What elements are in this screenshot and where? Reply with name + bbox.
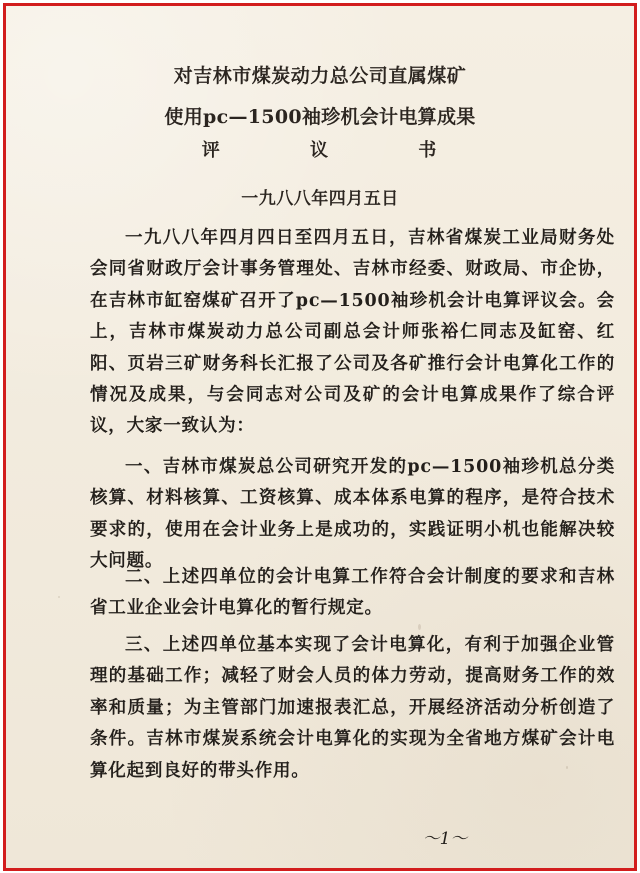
ink-speck xyxy=(58,596,60,598)
document-frame xyxy=(3,3,637,871)
body-paragraph-point-1: 一、吉林市煤炭总公司研究开发的pc—1500袖珍机总分类核算、材料核算、工资核算、成本体系电算的程序，是符合技术要求的，使用在会计业务上是成功的，实践证明小机也能解决较大问题。 xyxy=(90,457,615,572)
body-paragraph-point-3: 三、上述四单位基本实现了会计电算化，有利于加强企业管理的基础工作；减轻了财会人员的体力劳动，提高财务工作的效率和质量；为主管部门加速报表汇总，开展经济活动分析创造了条件。吉林市煤炭系统会计电算化的实现为全省地方煤矿会计电算化起到良好的带头作用。 xyxy=(90,635,615,781)
body-paragraph-intro: 一九八八年四月四日至四月五日，吉林省煤炭工业局财务处会同省财政厅会计事务管理处、吉林市经委、财政局、市企协，在吉林市缸窑煤矿召开了pc—1500袖珍机会计电算评议会。会上，吉林市煤炭动力总公司副总会计师张裕仁同志及缸窑、红阳、页岩三矿财务科长汇报了公司及各矿推行会计电算化工作的情况及成果，与会同志对公司及矿的会计电算成果作了综合评议，大家一致认为： xyxy=(90,228,615,437)
page-number: ～1～ xyxy=(422,829,468,849)
document-title-line-3: 评 议 书 xyxy=(201,140,479,161)
document-date: 一九八八年四月五日 xyxy=(241,189,399,209)
paper-sheet xyxy=(6,6,634,868)
body-paragraph-point-2: 二、上述四单位的会计电算工作符合会计制度的要求和吉林省工业企业会计电算化的暂行规定。 xyxy=(90,567,615,619)
document-title-line-1: 对吉林市煤炭动力总公司直属煤矿 xyxy=(173,65,467,87)
document-title-line-2: 使用pc—1500袖珍机会计电算成果 xyxy=(164,106,476,128)
